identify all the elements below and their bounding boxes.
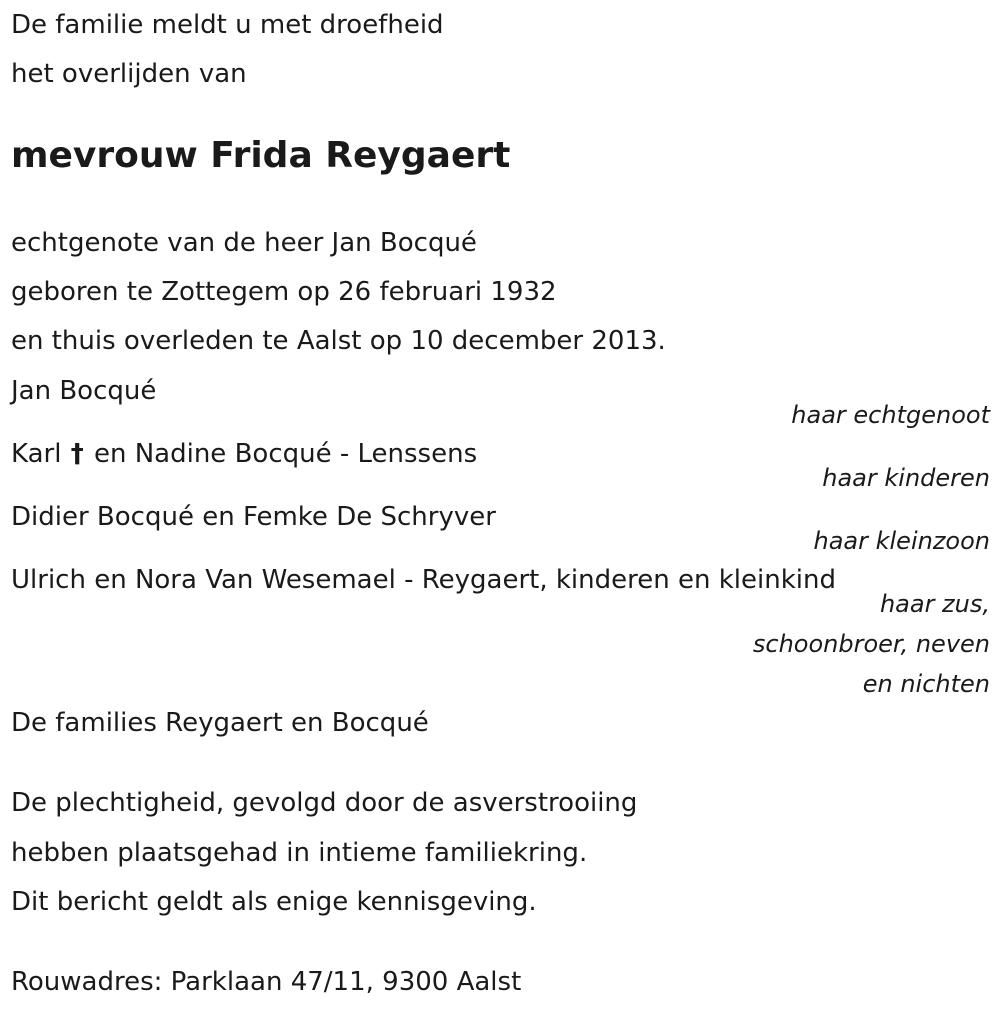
mourner-role: haar kleinzoon xyxy=(813,527,990,555)
ceremony-line-3: Dit bericht geldt als enige kennisgeving. xyxy=(11,887,537,917)
birth-line: geboren te Zottegem op 26 februari 1932 xyxy=(11,277,557,307)
deceased-name: mevrouw Frida Reygaert xyxy=(11,135,511,176)
mourner-role-line: schoonbroer, neven xyxy=(752,630,990,658)
cross-icon: † xyxy=(70,439,84,469)
death-line: en thuis overleden te Aalst op 10 december 2013. xyxy=(11,326,666,356)
mourner-names: Ulrich en Nora Van Wesemael - Reygaert, kinderen en kleinkind xyxy=(11,565,836,595)
spouse-line: echtgenote van de heer Jan Bocqué xyxy=(11,228,477,258)
mourning-address: Rouwadres: Parklaan 47/11, 9300 Aalst xyxy=(11,967,522,997)
mourner-role-line: en nichten xyxy=(862,670,990,698)
mourner-role-line: haar zus, xyxy=(879,590,990,618)
mourner-names xyxy=(11,438,477,470)
families-line: De families Reygaert en Bocqué xyxy=(11,708,429,738)
mourner-name: en Nadine Bocqué - Lenssens xyxy=(93,439,478,469)
mourner-role: haar echtgenoot xyxy=(791,401,990,429)
mourner-names: Didier Bocqué en Femke De Schryver xyxy=(11,502,496,532)
ceremony-line-2: hebben plaatsgehad in intieme familiekring. xyxy=(11,838,588,868)
mourner-names: Jan Bocqué xyxy=(11,376,157,406)
intro-line-2: het overlijden van xyxy=(11,59,247,89)
mourner-name: Karl xyxy=(11,439,62,469)
ceremony-line-1: De plechtigheid, gevolgd door de asverstrooiing xyxy=(11,788,638,818)
mourner-role: haar kinderen xyxy=(822,464,990,492)
intro-line-1: De familie meldt u met droefheid xyxy=(11,10,444,40)
